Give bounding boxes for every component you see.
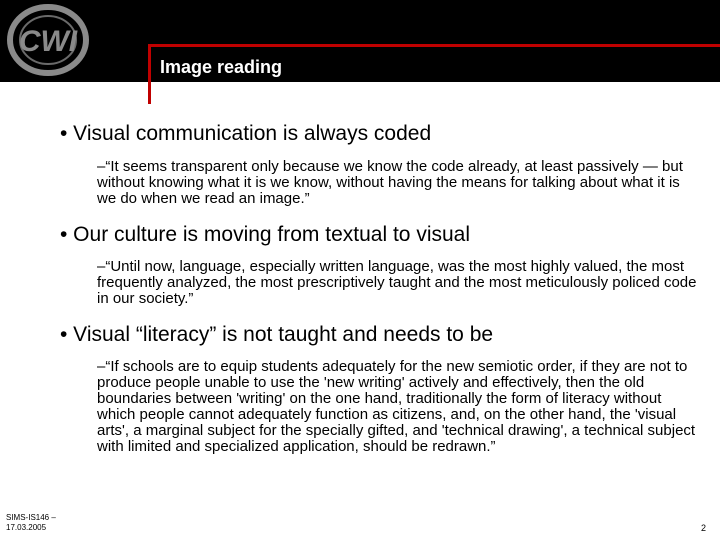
quote-visual-communication: –“It seems transparent only because we know the code already, at least passively — but without knowing what it is we know, without having the means for talking about what it is we do when we read an image.” [97,158,683,207]
bullet-culture-shift: • Our culture is moving from textual to visual [60,223,471,246]
quote-visual-literacy: –“If schools are to equip students adequately for the new semiotic order, if they are not to produce people unable to use the 'new writing' actively and effectively, then the old boundaries between 'writing' on the one hand, traditionally the form of literacy without which people cannot adequately function as citizens, and, on the other hand, the 'visual arts', a marginal subject for the specially gifted, and 'technical drawing', a technical subject with limited and specialized application, should be redrawn.” [97,358,696,455]
footer-course-code: SIMS-IS146 – [6,513,56,522]
bullet-visual-literacy: • Visual “literacy” is not taught and needs to be [60,323,494,346]
bullet-visual-communication: • Visual communication is always coded [60,122,432,145]
footer-date: 17.03.2005 [6,523,47,532]
quote-culture-shift: –“Until now, language, especially written language, was the most highly valued, the most frequently analyzed, the most prescriptively taught and the most meticulously policed code in our society.” [97,258,697,307]
footer-course-info [6,513,56,533]
page-number: 2 [700,523,706,533]
svg-text:CWI: CWI [18,25,78,58]
page-title: Image reading [160,57,283,77]
